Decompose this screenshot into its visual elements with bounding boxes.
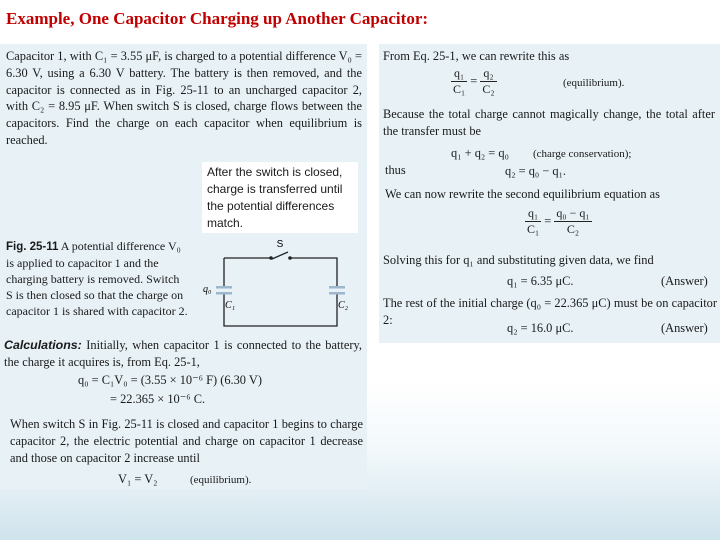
switch-label: S [276,239,284,250]
capacitor-2-plate-bottom [329,292,345,295]
rewrite-second-paragraph: We can now rewrite the second equilibrium equation as [385,187,660,201]
equation-q0-result: = 22.365 × 10⁻⁶ C. [110,392,206,406]
fraction-q0-minus-q1-c2: $\frac{\text{q₀ − q₁}}{\text{C₂}}$ [556,206,590,236]
calculations-paragraph [4,337,362,371]
calculations-heading: Calculations: [4,338,82,352]
problem-statement: Capacitor 1, with C₁ = 3.55 μF, is charged to a potential difference V₀ = 6.30 V, using a 6.30 V battery. The battery is then removed, and the capacitor is connected as in Fig. 25-11 to an uncharged capacitor 2, with C₂ = 8.95 μF. When switch S is closed, charge flows between the capacitors. Find the charge on each capacitor when equilibrium is reached. [6,49,362,147]
slide-title: Example, One Capacitor Charging up Another Capacitor: [6,9,429,28]
capacitor-2-plate-top [329,286,345,289]
capacitor-1-plate-top [216,286,232,289]
fraction-q1-c1-second: $\frac{\text{q₁}}{\text{C₁}}$ [527,206,540,236]
answer-q1-tag: (Answer) [661,274,708,288]
answer-q2: q₂ = 16.0 μC. [507,321,574,335]
answer-q1: q₁ = 6.35 μC. [507,274,574,288]
fraction-q2-c2: $\frac{\text{q₂}}{\text{C₂}}$ [482,66,495,96]
left-textbook-panel [0,44,367,489]
right-textbook-panel [379,44,720,343]
second-equilibrium-equation: $\frac{\text{q₁}}{\text{C₁}}$ = $\frac{\text{q₀ − q₁}}{\text{C₂}}$ [527,206,590,236]
charge-label: q₀ [203,284,212,295]
rewrite-intro: From Eq. 25-1, we can rewrite this as [383,49,570,63]
equation-charge-conservation: q₁ + q₂ = q₀ [451,146,509,160]
capacitor-2-label: C₂ [338,300,349,311]
figure-callout: After the switch is closed, charge is transferred until the potential differences match. [202,162,358,233]
equilibrium-tag: (equilibrium). [563,77,625,89]
switch-blade [272,252,288,259]
figure-label: Fig. 25-11 [6,241,59,253]
circuit-diagram [198,238,368,338]
calculations-text: Initially, when capacitor 1 is connected to the battery, the charge it acquires is, from Eq. 25-1, [4,338,362,369]
equation-v1-v2: V₁ = V₂ [118,472,158,486]
charge-conservation-paragraph: Because the total charge cannot magically change, the total after the transfer must be [383,107,715,138]
equilibrium-fraction-equation: $\frac{\text{q₁}}{\text{C₁}}$ = $\frac{\text{q₂}}{\text{C₂}}$ [453,66,495,96]
capacitor-1-label: C₁ [225,300,236,311]
capacitor-1-plate-bottom [216,292,232,295]
answer-q2-tag: (Answer) [661,321,708,335]
figure-caption-text: A potential difference V₀ is applied to capacitor 1 and the charging battery is removed. Switch S is then closed so that the charge on capacitor 1 is shared with capacitor 2. [6,239,188,318]
switch-contact-right [288,256,292,260]
charge-conservation-tag: (charge conservation); [533,148,632,160]
solving-paragraph: Solving this for q₁ and substituting given data, we find [383,253,654,267]
equation-q0: q₀ = C₁V₀ = (3.55 × 10⁻⁶ F) (6.30 V) [78,373,262,387]
fraction-q1-c1: $\frac{\text{q₁}}{\text{C₁}}$ [453,66,466,96]
switch-contact-left [269,256,273,260]
thus-word: thus [385,163,406,177]
remaining-charge-paragraph: The rest of the initial charge (q₀ = 22.365 μC) must be on capacitor 2: [383,296,717,327]
equation-v1-v2-tag: (equilibrium). [190,474,252,486]
switch-closed-paragraph: When switch S in Fig. 25-11 is closed and capacitor 1 begins to charge capacitor 2, the electric potential and charge on capacitor 1 decrease and those on capacitor 2 increase until [10,417,363,465]
figure-caption [6,238,188,319]
equation-q2: q₂ = q₀ − q₁. [505,164,567,178]
